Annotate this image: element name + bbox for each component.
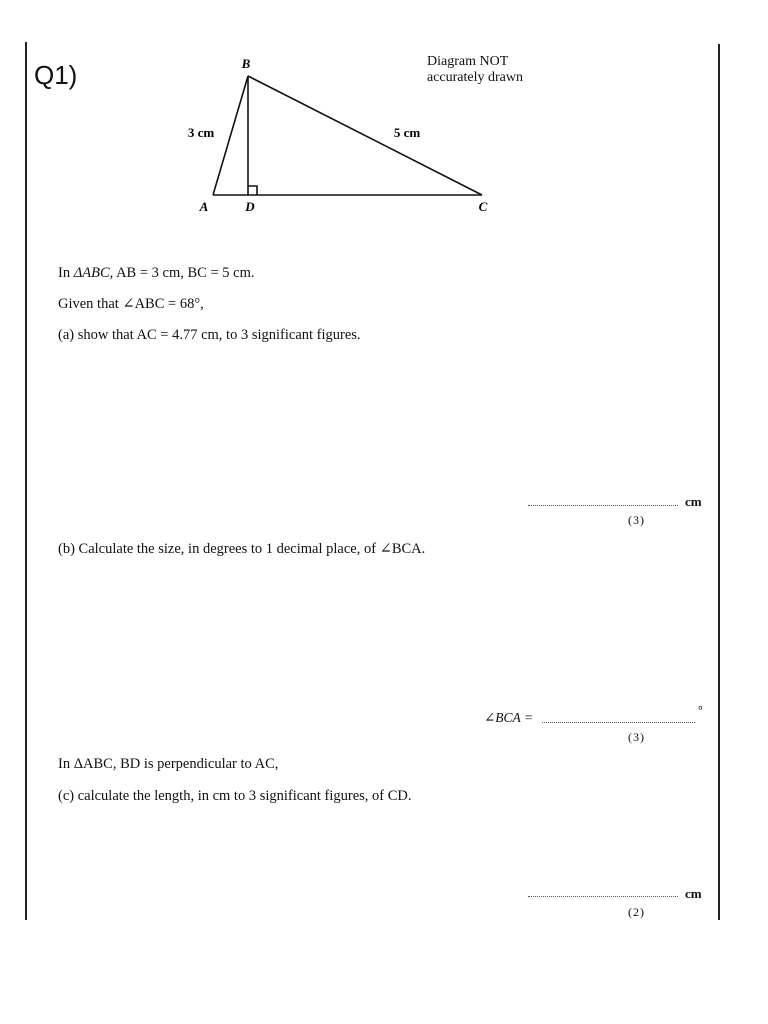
statement-line1-triangle: ΔABC: [73, 265, 110, 281]
answer-b-unit: °: [698, 703, 703, 717]
answer-a-marks: (3): [628, 513, 645, 527]
triangle-diagram: [0, 0, 768, 240]
part-c-question: (c) calculate the length, in cm to 3 significant figures, of CD.: [58, 788, 412, 804]
part-b-question: (b) Calculate the size, in degrees to 1 decimal place, of ∠BCA.: [58, 541, 426, 557]
vertex-label-b: B: [241, 56, 251, 71]
vertex-label-d: D: [245, 199, 255, 214]
answer-a-line[interactable]: [528, 505, 678, 506]
answer-b-marks: (3): [628, 730, 645, 744]
statement-line1-prefix: In: [58, 265, 74, 281]
diagram-note-line1: Diagram NOT: [427, 54, 509, 69]
question-number: Q1): [34, 60, 78, 90]
side-ab: [213, 76, 248, 195]
statement-line3: In ΔABC, BD is perpendicular to AC,: [58, 756, 279, 772]
statement-line1: [58, 265, 254, 282]
statement-line2: Given that ∠ABC = 68°,: [58, 296, 204, 312]
diagram-note: [427, 54, 523, 86]
answer-b-line[interactable]: [542, 722, 695, 723]
right-angle-marker: [248, 186, 257, 195]
answer-a-unit: cm: [685, 494, 702, 509]
side-label-bc: 5 cm: [393, 125, 421, 140]
answer-c-unit: cm: [685, 886, 702, 901]
vertex-label-a: A: [199, 199, 209, 214]
side-bc: [248, 76, 482, 195]
answer-c-line[interactable]: [528, 896, 678, 897]
statement-line1-rest: , AB = 3 cm, BC = 5 cm.: [109, 265, 255, 281]
answer-b-label: ∠BCA =: [484, 710, 534, 725]
diagram-note-line2: accurately drawn: [427, 70, 523, 85]
side-label-ab: 3 cm: [187, 125, 215, 140]
vertex-label-c: C: [478, 199, 488, 214]
part-a-question: (a) show that AC = 4.77 cm, to 3 significant figures.: [58, 327, 361, 343]
answer-c-marks: (2): [628, 905, 645, 919]
